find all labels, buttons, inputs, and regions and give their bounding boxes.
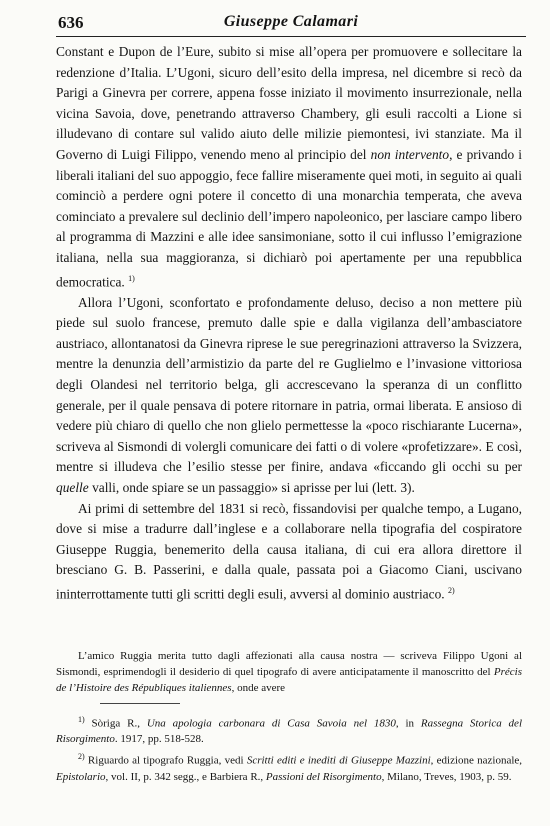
footnotes: [56, 712, 522, 785]
paragraph-1-continued: , e privando i liberali italiani del suo appoggio, fece fallire miseramente quei moti, in seguito ai quali cominciò a perdere ogni potere il concetto di una monarchia temperata, che aveva cominciato a prevalere sul declinio dell’impero napoleonico, per lasciare campo libero al programma di Mazzini e alle idee sansimoniane, sotto il cui influsso l’emigrazione italiana, nella sua maggioranza, si dichiarò poi apertamente per una repubblica democratica.: [56, 146, 522, 289]
footnote-1-mid: , in: [395, 717, 415, 730]
footnote-2-title-1: Scritti editi e inediti di Giuseppe Mazzini: [246, 755, 431, 768]
footnote-2-text-2: , edizione nazionale,: [430, 755, 523, 768]
paragraph-3: [56, 499, 522, 605]
footnote-2-text-3: , vol. II, p. 342 segg., e: [105, 770, 207, 783]
footnote-2-title-3: Passioni del Risorgimento: [265, 770, 382, 783]
footnote-2: $^{2)}$ Riguardo al tipografo Ruggia, vedi Scritti editi e inediti di Giuseppe Mazzini, edizione nazionale, Epistolario, vol. II, p. 342 segg., e Barbiera R., Passioni del Risorgimento, Milano, Treves, 1903, p. 59.: [56, 752, 523, 783]
footnote-ref-2: 2): [447, 585, 455, 595]
page-number: 636: [58, 13, 84, 32]
paragraph-1-italic: non intervento: [370, 146, 450, 162]
footnote-1-author: Sòriga R.: [91, 717, 138, 730]
footnote-2-mark: 2): [78, 752, 85, 762]
paragraph-1: [56, 42, 522, 293]
paragraph-2-italic: quelle: [56, 479, 89, 495]
footnote-2-text-1: Riguardo al tipografo Ruggia, vedi: [87, 755, 244, 768]
footnote-2-end: , Milano, Treves, 1903, p. 59.: [381, 770, 512, 783]
footnote-1-mark: 1): [78, 715, 85, 724]
main-text: [56, 42, 522, 605]
footnote-1-title: Una apologia carbonara di Casa Savoia nel 1830: [146, 717, 396, 730]
quote-text: L’amico Ruggia merita tutto dagli affezionati alla causa nostra — scriveva Filippo Ugoni al Sismondi, esprimendogli il desiderio di quel tipografo di avere anticipatamente il manoscritto del: [56, 650, 522, 678]
footnote-2-title-2: Epistolario: [56, 770, 106, 783]
footnote-ref-1: 1): [128, 273, 135, 283]
footnote-divider: [100, 703, 180, 704]
paragraph-2-text: Allora l’Ugoni, sconfortato e profondamente deluso, deciso a non mettere più piede sul suolo francese, premuto dalle spie e dalla vigilanza dell’ambasciatore austriaco, allontanatosi da Ginevra riprese le sue peregrinazioni attraverso la Svizzera, mentre la denunzia dell’armistizio da parte del re Guglielmo e l’invasione vittoriosa degli Olandesi nel territorio belga, gli accrescevano la speranza di un conflitto generale, per il quale pensava di potere ritornare in patria, ormai liberata. E ansioso di vedere più chiaro di quello che non glielo permettesse la «poco rischiarante Lucerna», scriveva al Sismondi di volergli comunicare dei fatti o di volere «profetizzare». E così, mentre si illudeva che l’esilio stesse per finire, andava «ficcando gli occhi su per: [56, 294, 522, 475]
footnote-2-author: Barbiera R.: [209, 770, 261, 783]
paragraph-1-text: Constant e Dupon de l’Eure, subito si mise all’opera per promuovere e sollecitare la redenzione d’Italia. L’Ugoni, sicuro dell’esito della impresa, nel dicembre si recò da Parigi a Ginevra per correre, appena fosse iniziato il movimento insurrezionale, nella vicina Savoia, dove, penetrando attraverso Chambery, gli esuli raccolti a Lione si illudevano di contare sul valido aiuto delle milizie piemontesi, ivi stanziate. Ma il Governo di Luigi Filippo, venendo meno al principio del: [56, 44, 522, 162]
paragraph-3-text: Ai primi di settembre del 1831 si recò, fissandovisi per qualche tempo, a Lugano, dove si mise a tradurre dall’inglese e a collaborare nella tipografia del cospiratore Giuseppe Ruggia, benemerito della causa italiana, di cui era allora direttore il bresciano G. B. Passerini, e dalla quale, passata poi a Giacomo Ciani, uscivano ininterrottamente tutti gli scritti degli esuli, avversi al dominio austriaco.: [56, 500, 522, 602]
paragraph-2: [56, 293, 522, 499]
footnote-1-journal: Rassegna Storica del Risorgimento: [56, 717, 522, 746]
quote-continued: , onde avere: [231, 682, 286, 694]
running-title: Giuseppe Calamari: [223, 13, 359, 30]
quote-block: [56, 648, 522, 696]
paragraph-2-continued: valli, onde spiare se un passaggio» si aprisse per lui (lett. 3).: [92, 479, 415, 495]
quote-italic-title: Précis de l’Histoire des Républiques italiennes: [56, 666, 523, 694]
page-header: [56, 10, 526, 37]
footnote-1-end: . 1917, pp. 518-528.: [114, 733, 204, 746]
footnote-1: $^{1)}$ Sòriga R., Una apologia carbonara di Casa Savoia nel 1830, in Rassegna Storica del Risorgimento. 1917, pp. 518-528.: [56, 715, 522, 746]
